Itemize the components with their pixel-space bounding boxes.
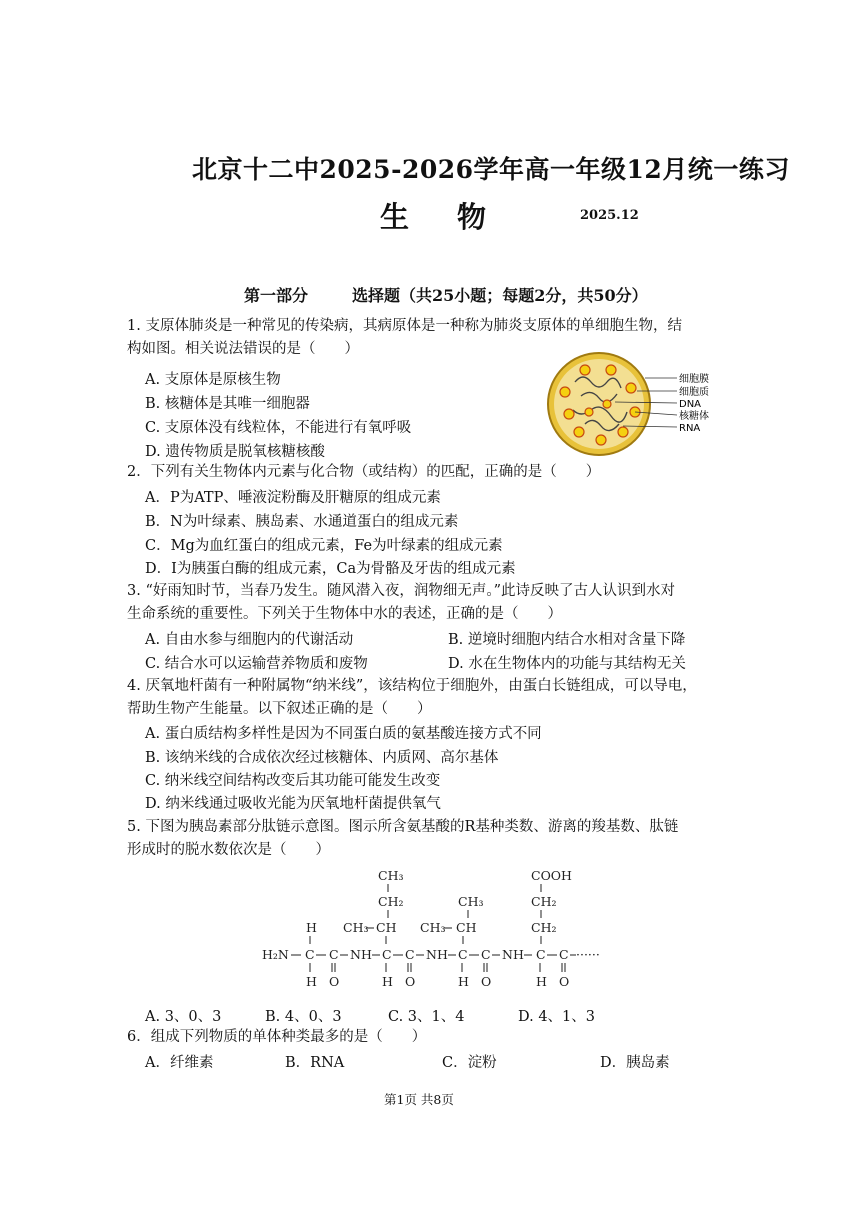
question-1-stem-line-2: 构如图。相关说法错误的是（ ） <box>127 341 359 357</box>
question-3-option-d: D. 水在生物体内的功能与其结构无关 <box>448 656 686 672</box>
svg-text:C: C <box>536 947 546 962</box>
diagram-label-dna: DNA <box>679 399 702 410</box>
diagram-label-rna: RNA <box>679 423 701 434</box>
question-5-stem-line-1: 5. 下图为胰岛素部分肽链示意图。图示所含氨基酸的R基种类数、游离的羧基数、肽链 <box>127 819 679 835</box>
question-2-option-b: B．N为叶绿素、胰岛素、水通道蛋白的组成元素 <box>145 514 459 530</box>
svg-text:NH: NH <box>350 947 372 962</box>
question-1-option-b: B. 核糖体是其唯一细胞器 <box>145 396 310 412</box>
exam-title: 北京十二中2025-2026学年高一年级12月统一练习 <box>192 155 790 184</box>
question-3-option-a: A. 自由水参与细胞内的代谢活动 <box>145 632 354 648</box>
question-1-option-a: A. 支原体是原核生物 <box>145 372 281 388</box>
svg-text:C: C <box>405 947 415 962</box>
svg-text:H: H <box>458 974 469 989</box>
diagram-label-ribosome: 核糖体 <box>679 411 709 422</box>
question-4-stem-line-1: 4. 厌氧地杆菌有一种附属物“纳米线”，该结构位于细胞外，由蛋白长链组成，可以导电， <box>127 678 697 694</box>
svg-text:······: ······ <box>576 947 600 962</box>
question-6-option-b: B．RNA <box>285 1055 345 1071</box>
question-6-option-c: C．淀粉 <box>442 1055 497 1071</box>
svg-text:H₂N: H₂N <box>262 947 289 962</box>
question-4-stem-line-2: 帮助生物产生能量。以下叙述正确的是（ ） <box>127 701 432 717</box>
svg-text:C: C <box>382 947 392 962</box>
question-6-option-d: D．胰岛素 <box>600 1055 670 1071</box>
svg-text:C: C <box>481 947 491 962</box>
question-3-stem-line-2: 生命系统的重要性。下列关于生物体中水的表述，正确的是（ ） <box>127 606 562 622</box>
section-part: 第一部分 <box>244 286 309 305</box>
svg-text:C: C <box>329 947 339 962</box>
svg-text:CH: CH <box>456 920 477 935</box>
question-3-stem-line-1: 3. “好雨知时节，当春乃发生。随风潜入夜，润物细无声。”此诗反映了古人认识到水对 <box>127 583 676 599</box>
question-5-option-b: B. 4、0、3 <box>265 1009 342 1025</box>
svg-text:O: O <box>481 974 492 989</box>
svg-text:C: C <box>305 947 315 962</box>
question-5-stem-line-2: 形成时的脱水数依次是（ ） <box>127 842 330 858</box>
svg-text:CH: CH <box>376 920 397 935</box>
section-desc: 选择题（共25小题；每题2分，共50分） <box>352 286 648 305</box>
question-2-stem: 2．下列有关生物体内元素与化合物（或结构）的匹配，正确的是（ ） <box>127 464 601 480</box>
question-5-option-d: D. 4、1、3 <box>518 1009 596 1025</box>
question-4-option-a: A. 蛋白质结构多样性是因为不同蛋白质的氨基酸连接方式不同 <box>145 726 542 742</box>
svg-text:O: O <box>329 974 340 989</box>
question-2-option-a: A．P为ATP、唾液淀粉酶及肝糖原的组成元素 <box>145 490 441 506</box>
question-4-option-c: C. 纳米线空间结构改变后其功能可能发生改变 <box>145 773 441 789</box>
question-4-option-b: B. 该纳米线的合成依次经过核糖体、内质网、高尔基体 <box>145 750 499 766</box>
svg-text:CH₂: CH₂ <box>378 894 404 909</box>
svg-text:O: O <box>559 974 570 989</box>
diagram-label-membrane: 细胞膜 <box>679 374 709 385</box>
question-2-option-c: C．Mg为血红蛋白的组成元素，Fe为叶绿素的组成元素 <box>145 538 503 554</box>
svg-text:NH: NH <box>502 947 524 962</box>
exam-date: 2025.12 <box>580 208 639 223</box>
question-2-option-d: D．I为胰蛋白酶的组成元素，Ca为骨骼及牙齿的组成元素 <box>145 561 516 577</box>
svg-text:CH₃: CH₃ <box>458 894 484 909</box>
svg-text:O: O <box>405 974 416 989</box>
insulin-peptide-diagram <box>258 866 608 994</box>
svg-text:H: H <box>536 974 547 989</box>
mycoplasma-diagram <box>545 352 745 457</box>
diagram-label-cytoplasm: 细胞质 <box>679 387 709 398</box>
question-1-stem-line-1: 1. 支原体肺炎是一种常见的传染病，其病原体是一种称为肺炎支原体的单细胞生物，结 <box>127 318 682 334</box>
svg-text:H: H <box>306 920 317 935</box>
question-1-option-c: C. 支原体没有线粒体，不能进行有氧呼吸 <box>145 420 412 436</box>
svg-text:CH₃: CH₃ <box>378 868 404 883</box>
svg-text:H: H <box>306 974 317 989</box>
question-5-option-a: A. 3、0、3 <box>145 1009 222 1025</box>
svg-text:CH₂: CH₂ <box>531 920 557 935</box>
subject-title: 生物 <box>380 200 535 234</box>
svg-text:COOH: COOH <box>531 868 572 883</box>
svg-text:NH: NH <box>426 947 448 962</box>
svg-text:CH₃: CH₃ <box>343 920 369 935</box>
question-6-option-a: A．纤维素 <box>145 1055 214 1071</box>
question-3-option-c: C. 结合水可以运输营养物质和废物 <box>145 656 368 672</box>
svg-text:C: C <box>559 947 569 962</box>
question-5-option-c: C. 3、1、4 <box>388 1009 465 1025</box>
svg-text:H: H <box>382 974 393 989</box>
question-4-option-d: D. 纳米线通过吸收光能为厌氧地杆菌提供氧气 <box>145 796 441 812</box>
question-1-option-d: D. 遗传物质是脱氧核糖核酸 <box>145 444 325 460</box>
svg-text:C: C <box>458 947 468 962</box>
page-footer: 第1页 共8页 <box>384 1092 454 1107</box>
svg-text:CH₃: CH₃ <box>420 920 446 935</box>
svg-text:CH₂: CH₂ <box>531 894 557 909</box>
question-3-option-b: B. 逆境时细胞内结合水相对含量下降 <box>448 632 686 648</box>
question-6-stem: 6．组成下列物质的单体种类最多的是（ ） <box>127 1029 427 1045</box>
